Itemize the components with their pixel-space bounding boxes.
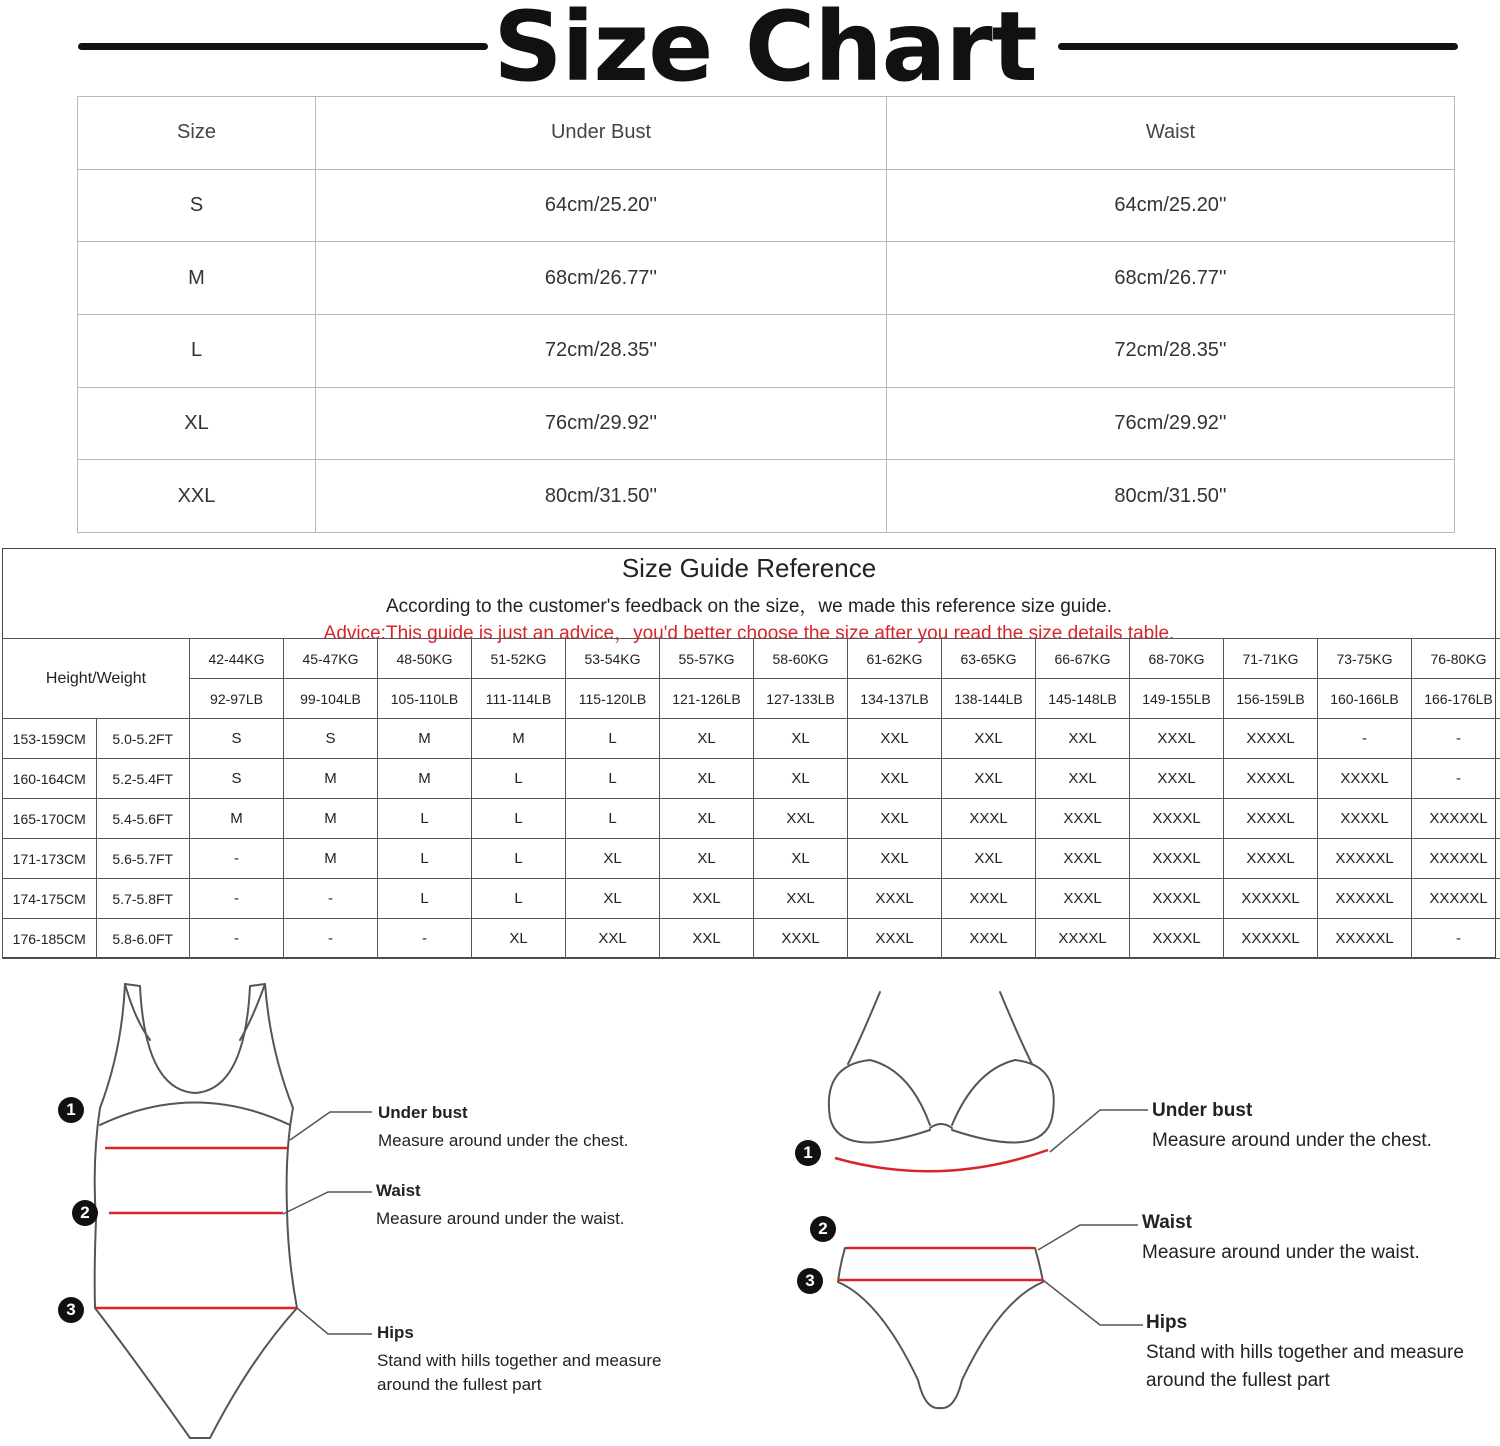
size-cell: XXL [1036,719,1130,759]
size-cell: XXXXL [1224,719,1318,759]
under-bust-title: Under bust [378,1103,468,1122]
marker-1-icon: 1 [58,1097,84,1123]
size-cell: XXXL [848,919,942,959]
size-cell: - [378,919,472,959]
height-cm-cell: 174-175CM [3,879,97,919]
weight-lb-header: 134-137LB [848,679,942,719]
table-row [3,799,1500,839]
size-cell: XXL [78,460,316,533]
table-row [3,719,1500,759]
size-cell: - [190,919,284,959]
size-cell: XL [660,719,754,759]
bikini-waist-label [1142,1210,1420,1266]
height-ft-cell: 5.6-5.7FT [96,839,190,879]
title-rule-left [78,43,488,50]
size-cell: XL [78,387,316,460]
size-cell: XXXL [848,879,942,919]
hips-desc-1: Stand with hills together and measure [377,1351,662,1370]
weight-lb-header: 99-104LB [284,679,378,719]
table-row [78,242,1455,315]
height-weight-header: Height/Weight [3,639,190,719]
size-cell: XL [754,719,848,759]
table-row [3,919,1500,959]
table-row [3,759,1500,799]
size-cell: - [284,919,378,959]
under-bust-cell: 68cm/26.77'' [316,242,887,315]
under-bust-desc: Measure around under the chest. [378,1131,629,1150]
size-cell: XXXXXL [1318,879,1412,919]
waist-title: Waist [376,1181,421,1200]
size-cell: L [566,719,660,759]
under-bust-desc: Measure around under the chest. [1152,1130,1432,1151]
size-cell: XXL [942,839,1036,879]
hips-desc-2: around the fullest part [1146,1370,1330,1391]
weight-lb-header: 145-148LB [1036,679,1130,719]
height-ft-cell: 5.0-5.2FT [96,719,190,759]
size-cell: XXXL [1036,879,1130,919]
height-cm-cell: 171-173CM [3,839,97,879]
size-cell: XXXXL [1224,759,1318,799]
size-cell: XXXL [942,879,1036,919]
height-ft-cell: 5.8-6.0FT [96,919,190,959]
size-guide [2,548,1496,958]
hips-title: Hips [377,1323,414,1342]
size-cell: M [284,839,378,879]
guide-advice: Advice:This guide is just an advice，you'd better choose the size after you read the size details table. [323,623,1175,644]
size-cell: XXXXXL [1412,839,1500,879]
height-ft-cell: 5.2-5.4FT [96,759,190,799]
size-cell: XXXXXL [1224,919,1318,959]
bikini-center [930,1124,952,1128]
height-cm-cell: 165-170CM [3,799,97,839]
weight-kg-header: 66-67KG [1036,639,1130,679]
size-cell: XXXXXL [1224,879,1318,919]
weight-lb-header: 115-120LB [566,679,660,719]
weight-kg-header: 71-71KG [1224,639,1318,679]
size-cell: XXL [1036,759,1130,799]
weight-lb-header: 92-97LB [190,679,284,719]
size-cell: L [566,759,660,799]
size-cell: XL [754,759,848,799]
size-cell: XXL [754,799,848,839]
size-cell: XXXXL [1130,879,1224,919]
weight-kg-header: 51-52KG [472,639,566,679]
guide-title: Size Guide Reference [621,553,877,583]
bikini-under-bust-label [1152,1098,1432,1154]
size-cell: XXL [754,879,848,919]
weight-lb-header: 121-126LB [660,679,754,719]
size-cell: XXXL [1036,839,1130,879]
size-cell: XXXL [942,799,1036,839]
bikini-underbust-line [835,1150,1048,1171]
size-cell: - [1412,759,1500,799]
size-cell: XXL [848,799,942,839]
weight-lb-header: 149-155LB [1130,679,1224,719]
size-cell: S [78,169,316,242]
swimsuit-bust-curve [100,1103,290,1126]
size-cell: S [190,719,284,759]
size-cell: XL [660,839,754,879]
size-cell: L [378,879,472,919]
size-cell: - [1318,719,1412,759]
size-cell: - [1412,719,1500,759]
size-cell: S [190,759,284,799]
page-title: Size Chart [493,0,1037,103]
weight-kg-header: 42-44KG [190,639,284,679]
table-row [3,839,1500,879]
size-cell: XL [472,919,566,959]
waist-cell: 72cm/28.35'' [887,314,1455,387]
size-cell: XXL [660,879,754,919]
height-cm-cell: 160-164CM [3,759,97,799]
marker-3-icon: 3 [58,1297,84,1323]
table-row [78,169,1455,242]
hips-title: Hips [1146,1312,1188,1333]
size-cell: XXXXL [1224,839,1318,879]
size-cell: L [472,879,566,919]
title-rule-right [1058,43,1458,50]
swimsuit-waist-label [376,1180,625,1230]
table-row [78,460,1455,533]
header-waist: Waist [887,97,1455,170]
size-cell: XL [754,839,848,879]
size-cell: - [1412,919,1500,959]
weight-lb-header: 166-176LB [1412,679,1500,719]
size-cell: XXL [848,839,942,879]
size-cell: - [190,839,284,879]
size-cell: XL [566,879,660,919]
size-cell: XXXXL [1130,919,1224,959]
size-cell: M [284,799,378,839]
bikini-cup-left [829,1060,930,1143]
swimsuit-strap-right [240,984,265,1040]
size-cell: XXXXL [1318,759,1412,799]
size-cell: XXXXXL [1412,799,1500,839]
swimsuit-hips-label [377,1322,661,1396]
weight-kg-header: 61-62KG [848,639,942,679]
guide-header-row-lb [3,679,1500,719]
header-under-bust: Under Bust [316,97,887,170]
size-cell: XXXXL [1318,799,1412,839]
weight-kg-header: 73-75KG [1318,639,1412,679]
waist-cell: 80cm/31.50'' [887,460,1455,533]
size-cell: XXXXL [1130,839,1224,879]
size-cell: XXXXL [1130,799,1224,839]
hips-desc-2: around the fullest part [377,1375,542,1394]
marker-2-icon: 2 [72,1200,98,1226]
size-cell: M [378,759,472,799]
size-cell: XXXXL [1224,799,1318,839]
size-cell: XXXXXL [1412,879,1500,919]
under-bust-cell: 80cm/31.50'' [316,460,887,533]
height-ft-cell: 5.4-5.6FT [96,799,190,839]
weight-kg-header: 63-65KG [942,639,1036,679]
size-cell: XXL [566,919,660,959]
hips-desc-1: Stand with hills together and measure [1146,1342,1464,1363]
size-cell: M [284,759,378,799]
weight-kg-header: 76-80KG [1412,639,1500,679]
bikini-cup-right [952,1060,1054,1143]
weight-lb-header: 160-166LB [1318,679,1412,719]
size-cell: XXXL [942,919,1036,959]
size-table [77,96,1455,533]
size-cell: XXXL [1036,799,1130,839]
size-cell: XXL [848,719,942,759]
weight-kg-header: 45-47KG [284,639,378,679]
weight-kg-header: 55-57KG [660,639,754,679]
size-cell: XXL [942,719,1036,759]
bikini-bottom-outline [838,1248,1043,1408]
weight-kg-header: 68-70KG [1130,639,1224,679]
size-cell: XXXL [1130,759,1224,799]
size-cell: XXXXXL [1318,919,1412,959]
waist-cell: 76cm/29.92'' [887,387,1455,460]
size-cell: L [472,839,566,879]
size-table-header [78,97,1455,170]
marker-3-icon: 3 [797,1268,823,1294]
size-cell: XXXXL [1036,919,1130,959]
weight-kg-header: 58-60KG [754,639,848,679]
size-cell: - [284,879,378,919]
size-cell: M [78,242,316,315]
under-bust-cell: 76cm/29.92'' [316,387,887,460]
weight-lb-header: 105-110LB [378,679,472,719]
size-cell: XL [660,759,754,799]
size-cell: S [284,719,378,759]
height-ft-cell: 5.7-5.8FT [96,879,190,919]
size-cell: L [78,314,316,387]
under-bust-cell: 72cm/28.35'' [316,314,887,387]
under-bust-cell: 64cm/25.20'' [316,169,887,242]
size-cell: XL [566,839,660,879]
size-cell: XXXL [1130,719,1224,759]
weight-lb-header: 111-114LB [472,679,566,719]
waist-cell: 64cm/25.20'' [887,169,1455,242]
size-cell: L [378,839,472,879]
waist-title: Waist [1142,1212,1192,1233]
guide-table [2,638,1500,959]
swimsuit-under-bust-label [378,1102,628,1152]
weight-lb-header: 127-133LB [754,679,848,719]
size-cell: M [190,799,284,839]
height-cm-cell: 153-159CM [3,719,97,759]
size-cell: M [378,719,472,759]
marker-2-icon: 2 [810,1216,836,1242]
size-cell: L [472,759,566,799]
bikini-hips-label [1146,1310,1464,1394]
size-cell: L [378,799,472,839]
bikini-strap-left [848,992,880,1064]
size-cell: - [190,879,284,919]
size-cell: L [472,799,566,839]
size-cell: M [472,719,566,759]
weight-kg-header: 53-54KG [566,639,660,679]
size-cell: L [566,799,660,839]
table-row [3,879,1500,919]
guide-subtitle: According to the customer's feedback on the size，we made this reference size guide. [385,596,1112,617]
size-cell: XXL [848,759,942,799]
under-bust-title: Under bust [1152,1100,1253,1121]
table-row [78,387,1455,460]
size-cell: XXXL [754,919,848,959]
waist-cell: 68cm/26.77'' [887,242,1455,315]
waist-desc: Measure around under the waist. [376,1209,625,1228]
swimsuit-outline [95,984,297,1438]
weight-kg-header: 48-50KG [378,639,472,679]
header-size: Size [78,97,316,170]
bikini-strap-right [1000,992,1032,1064]
table-row [78,314,1455,387]
size-cell: XL [660,799,754,839]
waist-desc: Measure around under the waist. [1142,1242,1420,1263]
marker-1-icon: 1 [795,1140,821,1166]
size-cell: XXL [942,759,1036,799]
height-cm-cell: 176-185CM [3,919,97,959]
size-cell: XXL [660,919,754,959]
size-cell: XXXXXL [1318,839,1412,879]
guide-header-row-kg [3,639,1500,679]
weight-lb-header: 138-144LB [942,679,1036,719]
weight-lb-header: 156-159LB [1224,679,1318,719]
